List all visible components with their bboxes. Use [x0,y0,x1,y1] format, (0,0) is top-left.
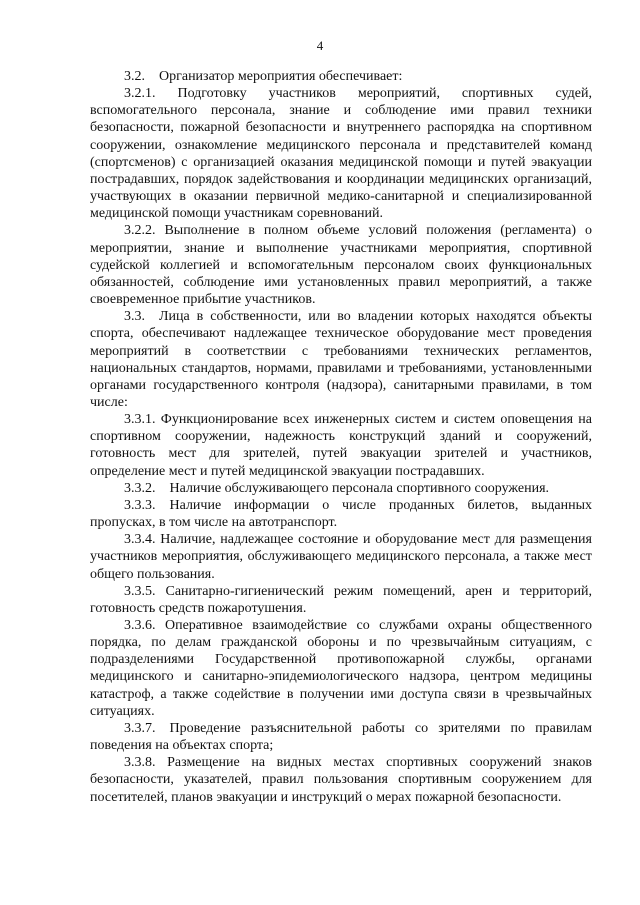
clause-3-3-6: 3.3.6. Оперативное взаимодействие со службами охраны общественного порядка, по делам гражданской обороны и по чрезвычайным ситуациям, с подразделениями Государственной противопожарной службы, органами медицинского и санитарно-эпидемиологического надзора, центром медицины катастроф, а также содействие в получении ими доступа связи в чрезвычайных ситуациях. [90,618,592,719]
document-body [90,68,592,806]
clause-3-3-1: 3.3.1. Функционирование всех инженерных систем и систем оповещения на спортивном сооружении, надежность конструкций зданий и сооружений, готовность мест для зрителей, путей эвакуации зрителей и участников, определение мест и путей медицинской эвакуации пострадавших. [90,412,592,479]
clause-3-3-8: 3.3.8. Размещение на видных местах спортивных сооружений знаков безопасности, указателей, правил пользования спортивным сооружением для посетителей, планов эвакуации и инструкций о мерах пожарной безопасности. [90,755,592,805]
clause-3-3-3: 3.3.3. Наличие информации о числе проданных билетов, выданных пропусках, в том числе на автотранспорт. [90,497,592,531]
clause-3-3-2: 3.3.2. Наличие обслуживающего персонала спортивного сооружения. [124,480,550,496]
clause-3-3-4: 3.3.4. Наличие, надлежащее состояние и оборудование мест для размещения участников мероприятия, обслуживающего медицинского персонала, а также мест общего пользования. [90,532,592,582]
clause-3-2: 3.2. Организатор мероприятия обеспечивает: [124,69,403,84]
clause-3-2-2: 3.2.2. Выполнение в полном объеме условий положения (регламента) о мероприятии, знание и выполнение участниками мероприятия, спортивной судейской коллегией и вспомогательным персоналом своих функциональных обязанностей, соблюдение ими установленных правил мероприятий, а также своевременное прибытие участников. [90,223,592,308]
clause-3-2-1: 3.2.1. Подготовку участников мероприятий, спортивных судей, вспомогательного персонала, знание и соблюдение ими правил техники безопасности, пожарной безопасности и внутреннего распорядка на спортивном сооружении, ознакомление медицинского персонала и представителей команд (спортсменов) с организацией оказания медицинской помощи и путей эвакуации пострадавших, порядок задействования и координации медицинских организаций, участвующих в оказании первичной медико-санитарной и специализированной медицинской помощи участникам соревнований. [90,86,592,222]
clause-3-3: 3.3. Лица в собственности, или во владении которых находятся объекты спорта, обеспечивают надлежащее техническое оборудование мест проведения мероприятий в соответствии с требованиями технических регламентов, национальных стандартов, нормами, правилами и требованиями, установленными органами государственного контроля (надзора), санитарными правилами, в том числе: [90,309,592,410]
clause-3-3-7: 3.3.7. Проведение разъяснительной работы со зрителями по правилам поведения на объектах спорта; [90,720,592,754]
clause-3-3-5: 3.3.5. Санитарно-гигиенический режим помещений, арен и территорий, готовность средств пожаротушения. [90,583,592,616]
page-number: 4 [316,38,324,53]
